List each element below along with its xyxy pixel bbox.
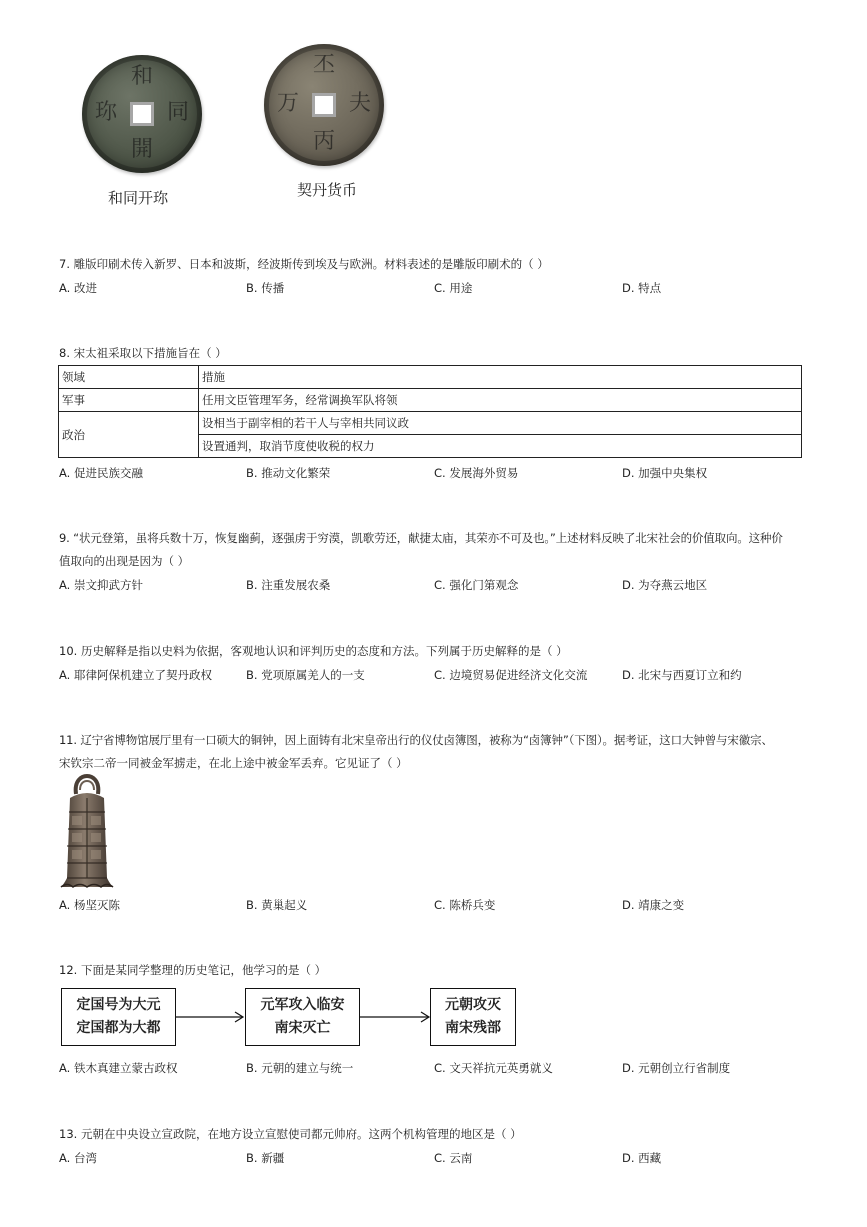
coin-char-top: 丕 — [312, 53, 335, 78]
coin-char-right: 同 — [166, 100, 189, 125]
note-box-line: 南宋灭亡 — [274, 1020, 331, 1036]
coin-char-bottom: 開 — [130, 137, 153, 162]
q12-option-d[interactable]: D. 元朝创立行省制度 — [622, 1061, 731, 1075]
q12-option-c[interactable]: C. 文天祥抗元英勇就义 — [434, 1061, 553, 1075]
coin-caption-left: 和同开珎 — [108, 189, 169, 207]
q13-option-b[interactable]: B. 新疆 — [246, 1151, 285, 1165]
note-box-line: 元朝攻灭 — [445, 997, 501, 1013]
table-cell: 军事 — [59, 389, 199, 412]
table-header-cell: 领域 — [59, 366, 199, 389]
q9-option-c[interactable]: C. 强化门第观念 — [434, 578, 519, 592]
table-row — [59, 366, 802, 389]
table-row — [59, 389, 802, 412]
q13-option-c[interactable]: C. 云南 — [434, 1151, 473, 1165]
coin-char-left: 万 — [276, 91, 299, 116]
coin-square-hole — [130, 102, 154, 126]
q8-option-d[interactable]: D. 加强中央集权 — [622, 466, 708, 480]
question-10-stem: 10. 历史解释是指以史料为依据，客观地认识和评判历史的态度和方法。下列属于历史解释的是（ ） — [59, 644, 568, 658]
bronze-bell-image — [60, 774, 114, 890]
q9-option-b[interactable]: B. 注重发展农桑 — [246, 578, 331, 592]
q11-option-c[interactable]: C. 陈桥兵变 — [434, 898, 496, 912]
q7-option-b[interactable]: B. 传播 — [246, 281, 285, 295]
measures-table — [58, 365, 802, 458]
q8-option-a[interactable]: A. 促进民族交融 — [59, 466, 143, 480]
note-box-line: 南宋残部 — [445, 1020, 501, 1036]
table-row — [59, 412, 802, 435]
note-box-1 — [61, 988, 176, 1046]
table-header-cell: 措施 — [199, 366, 802, 389]
table-cell: 设置通判，取消节度使收税的权力 — [199, 435, 802, 458]
coin-char-right: 夫 — [348, 91, 371, 116]
table-cell: 任用文臣管理军务，经常调换军队将领 — [199, 389, 802, 412]
note-box-3 — [430, 988, 516, 1046]
question-11-stem-line2: 宋钦宗二帝一同被金军掳走，在北上途中被金军丢弃。它见证了（ ） — [59, 756, 408, 770]
q8-option-c[interactable]: C. 发展海外贸易 — [434, 466, 519, 480]
coin-caption-right: 契丹货币 — [297, 181, 358, 199]
q11-option-d[interactable]: D. 靖康之变 — [622, 898, 685, 912]
question-12-stem: 12. 下面是某同学整理的历史笔记，他学习的是（ ） — [59, 963, 327, 977]
q9-option-a[interactable]: A. 崇文抑武方针 — [59, 578, 143, 592]
table-cell: 政治 — [59, 412, 199, 458]
q13-option-d[interactable]: D. 西藏 — [622, 1151, 662, 1165]
question-9-stem-line1: 9. “状元登第，虽将兵数十万，恢复幽蓟，逐强虏于穷漠，凯歌劳还，献捷太庙，其荣亦不可及也。”上述材料反映了北宋社会的价值取向。这种价 — [59, 531, 783, 545]
q10-option-b[interactable]: B. 党项原属羌人的一支 — [246, 668, 365, 682]
q12-option-a[interactable]: A. 铁木真建立蒙古政权 — [59, 1061, 178, 1075]
q11-option-b[interactable]: B. 黄巢起义 — [246, 898, 308, 912]
coin-khitan — [264, 44, 384, 166]
note-box-line: 元军攻入临安 — [260, 997, 345, 1013]
q7-option-d[interactable]: D. 特点 — [622, 281, 662, 295]
q7-option-c[interactable]: C. 用途 — [434, 281, 473, 295]
coin-char-bottom: 丙 — [312, 129, 335, 154]
q8-option-b[interactable]: B. 推动文化繁荣 — [246, 466, 331, 480]
q7-option-a[interactable]: A. 改进 — [59, 281, 97, 295]
q10-option-d[interactable]: D. 北宋与西夏订立和约 — [622, 668, 742, 682]
q12-option-b[interactable]: B. 元朝的建立与统一 — [246, 1061, 354, 1075]
coin-char-left: 珎 — [94, 100, 117, 125]
coin-char-top: 和 — [130, 64, 153, 89]
question-13-stem: 13. 元朝在中央设立宣政院，在地方设立宣慰使司都元帅府。这两个机构管理的地区是（ ） — [59, 1127, 522, 1141]
flow-arrow-icon — [360, 1010, 432, 1024]
q10-option-c[interactable]: C. 边境贸易促进经济文化交流 — [434, 668, 588, 682]
q11-option-a[interactable]: A. 杨坚灭陈 — [59, 898, 120, 912]
note-box-line: 定国号为大元 — [76, 997, 161, 1013]
q9-option-d[interactable]: D. 为夺燕云地区 — [622, 578, 708, 592]
q13-option-a[interactable]: A. 台湾 — [59, 1151, 97, 1165]
question-8-stem: 8. 宋太祖采取以下措施旨在（ ） — [59, 346, 227, 360]
question-7-stem: 7. 雕版印刷术传入新罗、日本和波斯，经波斯传到埃及与欧洲。材料表述的是雕版印刷术的（ ） — [59, 257, 549, 271]
q10-option-a[interactable]: A. 耶律阿保机建立了契丹政权 — [59, 668, 212, 682]
table-cell: 设相当于副宰相的若干人与宰相共同议政 — [199, 412, 802, 435]
flow-arrow-icon — [176, 1010, 246, 1024]
question-9-stem-line2: 值取向的出现是因为（ ） — [59, 554, 190, 568]
coin-hetong-kaizhen — [82, 55, 202, 173]
question-11-stem-line1: 11. 辽宁省博物馆展厅里有一口硕大的铜钟，因上面铸有北宋皇帝出行的仪仗卤簿图，被称为“卤簿钟”（下图）。据考证，这口大钟曾与宋徽宗、 — [59, 733, 773, 747]
note-box-2 — [245, 988, 360, 1046]
coin-square-hole — [312, 93, 336, 117]
note-box-line: 定国都为大都 — [76, 1020, 161, 1036]
